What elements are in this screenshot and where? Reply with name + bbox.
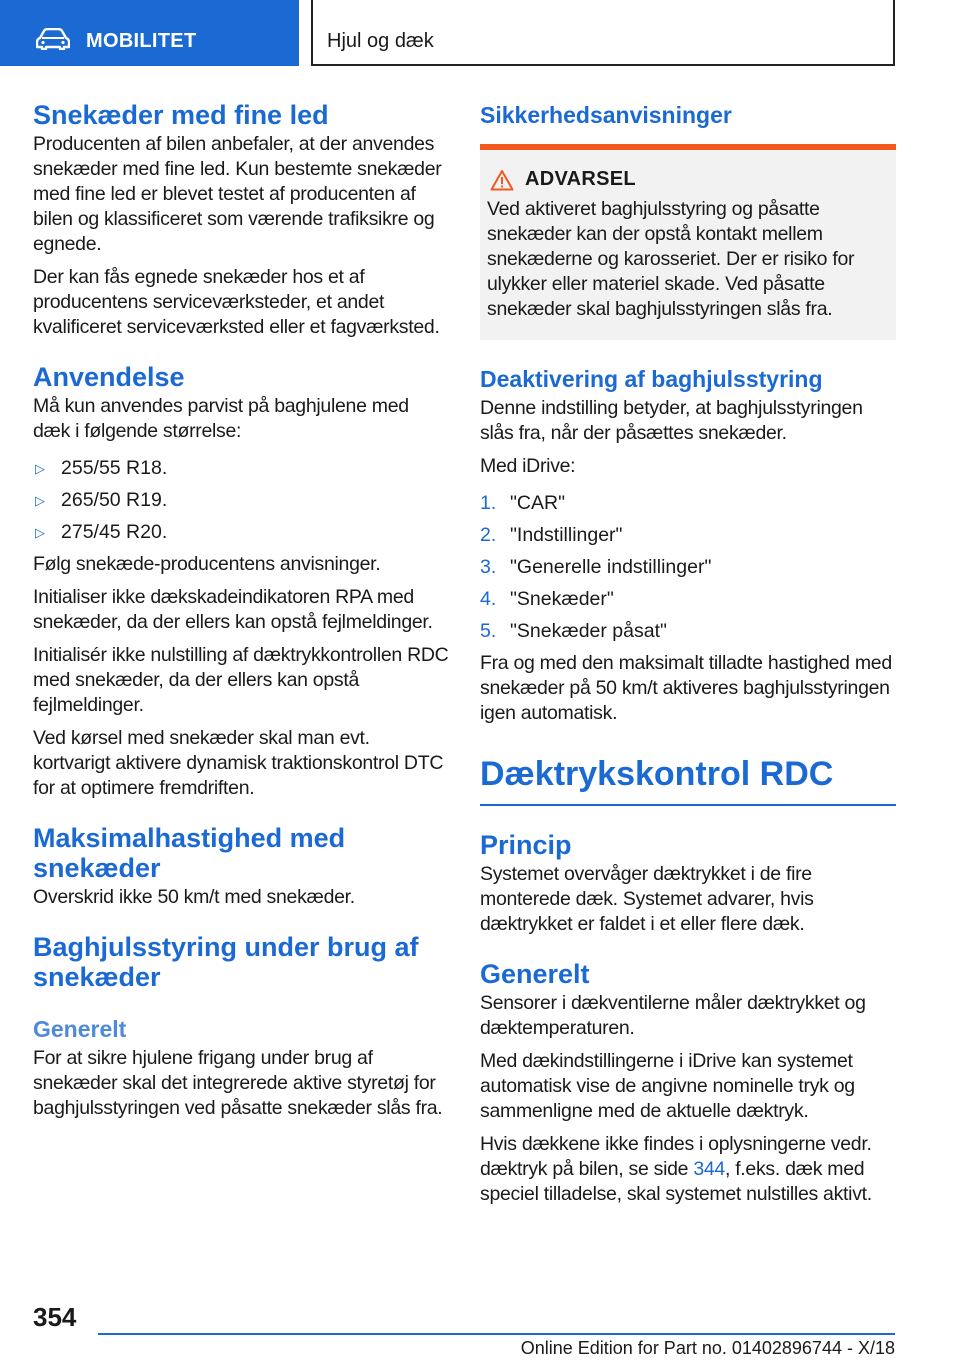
paragraph: Initialisér ikke nulstilling af dæktrykkontrollen RDC med snekæder, da der ellers kan opstå fejlmeldinger. [33,644,449,716]
warning-label: ADVARSEL [525,168,636,190]
paragraph: Hvis dækkene ikke findes i oplysningerne vedr. dæktryk på bilen, se side 344, f.eks. dæk med speciel tilladelse, skal systemet nulstilles aktivt. [480,1133,872,1205]
list-item: 5. "Snekæder påsat" [480,620,667,642]
list-item: 1. "CAR" [480,492,566,514]
heading-princip: Princip [480,830,572,860]
page-link-344[interactable]: 344 [693,1158,725,1180]
heading-anvendelse: Anvendelse [33,362,185,392]
heading-generelt: Generelt [33,1016,127,1042]
list-item: ▷ 275/45 R20. [35,521,168,543]
warning-triangle-icon [490,169,514,191]
car-icon [36,28,70,50]
paragraph: Der kan fås egnede snekæder hos et af producentens serviceværksteder, et andet kvalificeret serviceværksted eller et fagværksted. [33,266,440,338]
chapter-header [311,0,895,66]
heading-baghjulsstyring: Baghjulsstyring under brug af snekæder [33,932,419,992]
warning-text: Ved aktiveret baghjulsstyring og påsatte snekæder kan der opstå kontakt mellem snekæderne og karosseriet. Der er risiko for ulykker eller materiel skade. Ved påsatte snekæder skal baghjulsstyringen slås fra. [487,198,855,320]
chapter-title: Hjul og dæk [327,30,434,52]
paragraph: Initialiser ikke dækskadeindikatoren RPA med snekæder, da der ellers kan opstå fejlmeldinger. [33,586,433,633]
list-item: 3. "Generelle indstillinger" [480,556,712,578]
heading-generelt-rdc: Generelt [480,959,590,989]
heading-deaktivering: Deaktivering af baghjulsstyring [480,366,823,392]
triangle-bullet-icon: ▷ [35,525,45,540]
section-tab [0,0,299,66]
list-item: 4. "Snekæder" [480,588,614,610]
heading-maksimalhastighed: Maksimalhastighed med snekæder [33,823,346,883]
warning-header [487,168,888,191]
list-item: ▷ 265/50 R19. [35,489,168,511]
footer-rule [98,1333,895,1335]
heading-rdc: Dæktrykskontrol RDC [480,754,896,806]
heading-sikkerhed: Sikkerhedsanvisninger [480,102,732,128]
paragraph: Denne indstilling betyder, at baghjulsstyringen slås fra, når der påsættes snekæder. [480,397,863,444]
paragraph: For at sikre hjulene frigang under brug af snekæder skal det integrerede aktive styretøj for baghjulsstyringen ved påsatte snekæder slås fra. [33,1047,443,1119]
paragraph: Systemet overvåger dæktrykket i de fire monterede dæk. Systemet advarer, hvis dæktrykket er faldet i et eller flere dæk. [480,863,814,935]
paragraph: Overskrid ikke 50 km/t med snekæder. [33,886,355,908]
warning-box [480,144,896,340]
right-column [480,100,896,1215]
page-number: 354 [33,1302,77,1332]
paragraph: Med dækindstillingerne i iDrive kan systemet automatisk vise de angivne nominelle tryk og sammenligne med de aktuelle dæktryk. [480,1050,855,1122]
paragraph: Producenten af bilen anbefaler, at der anvendes snekæder med fine led. Kun bestemte snekæder med fine led er blevet testet af producenten af bilen og klassificeret som værende trafiksikre og egnede. [33,133,442,255]
left-column [33,100,449,1129]
list-item: ▷ 255/55 R18. [35,457,168,479]
size-list [33,456,449,545]
triangle-bullet-icon: ▷ [35,493,45,508]
paragraph: Sensorer i dækventilerne måler dæktrykket og dæktemperaturen. [480,992,866,1039]
list-item: 2. "Indstillinger" [480,524,623,546]
paragraph: Med iDrive: [480,455,576,477]
triangle-bullet-icon: ▷ [35,461,45,476]
paragraph: Må kun anvendes parvist på baghjulene med dæk i følgende størrelse: [33,395,409,442]
section-label: MOBILITET [86,30,197,52]
paragraph: Ved kørsel med snekæder skal man evt. kortvarigt aktivere dynamisk traktionskontrol DTC for at optimere fremdriften. [33,727,444,799]
paragraph: Følg snekæde-producentens anvisninger. [33,553,381,575]
footer-edition: Online Edition for Part no. 01402896744 - X/18 [520,1338,895,1358]
heading-snekaeder: Snekæder med fine led [33,100,329,130]
paragraph: Fra og med den maksimalt tilladte hastighed med snekæder på 50 km/t aktiveres baghjulsstyringen igen automatisk. [480,652,892,724]
idrive-steps [480,491,896,644]
